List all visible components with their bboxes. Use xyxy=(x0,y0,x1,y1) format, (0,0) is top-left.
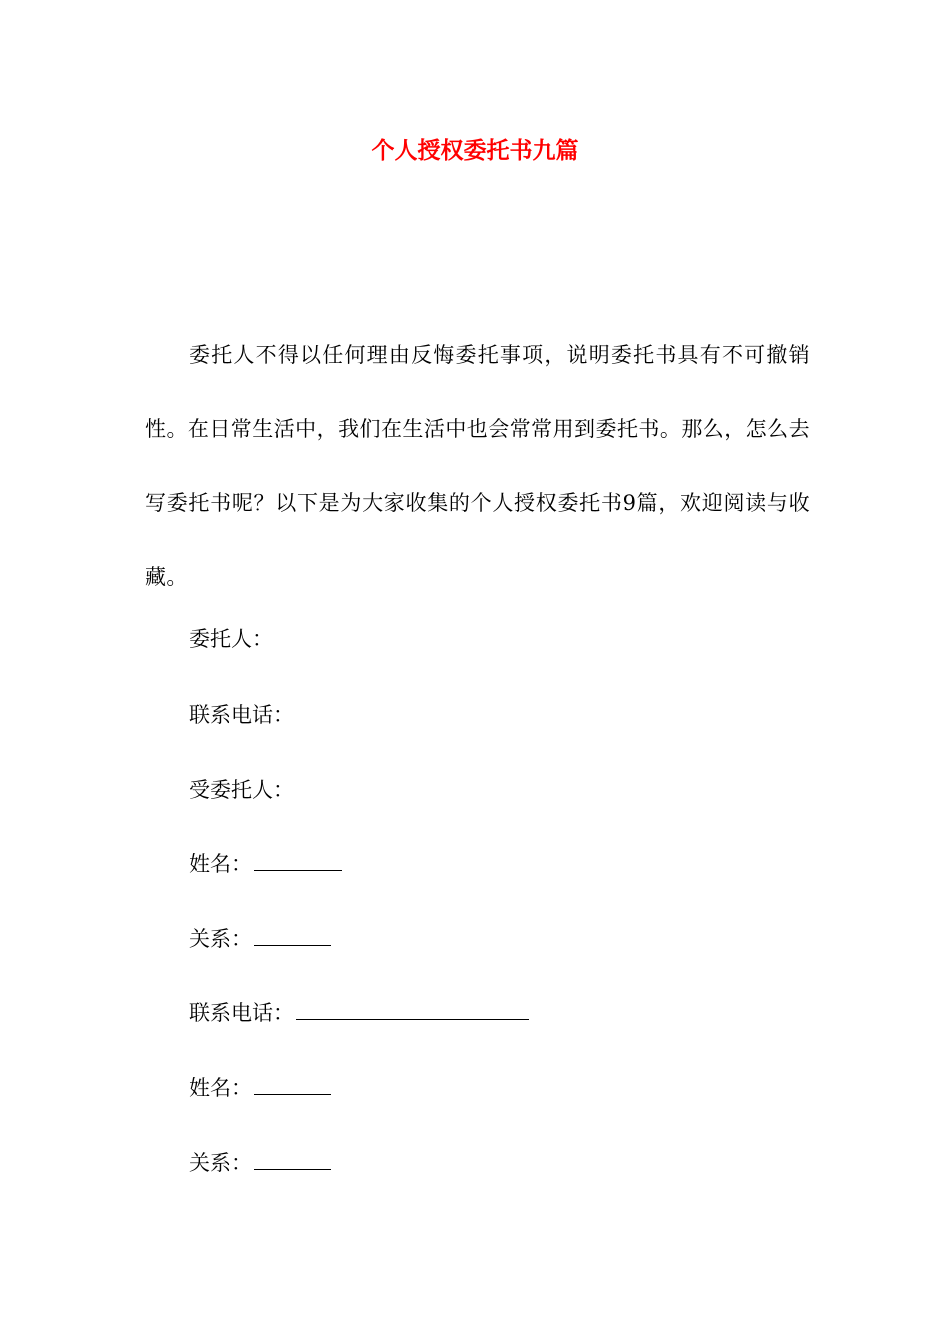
agent-label: 受委托人： xyxy=(189,778,294,802)
name-field-2 xyxy=(189,1073,331,1103)
name-label-2: 姓名： xyxy=(189,1076,252,1100)
relation-field-1 xyxy=(189,924,331,954)
name-field-1 xyxy=(189,849,342,879)
phone-blank-2[interactable] xyxy=(296,999,529,1020)
principal-phone-label: 联系电话： xyxy=(189,703,294,727)
relation-blank-2[interactable] xyxy=(254,1149,331,1170)
relation-blank-1[interactable] xyxy=(254,925,331,946)
intro-paragraph: 委托人不得以任何理由反悔委托事项，说明委托书具有不可撤销性。在日常生活中，我们在生活中也会常常用到委托书。那么，怎么去写委托书呢？以下是为大家收集的个人授权委托书9篇，欢迎阅读与收藏。 xyxy=(145,343,810,589)
name-label-1: 姓名： xyxy=(189,852,252,876)
phone-label-2: 联系电话： xyxy=(189,1001,294,1025)
relation-label-2: 关系： xyxy=(189,1151,252,1175)
relation-field-2 xyxy=(189,1148,331,1178)
relation-label-1: 关系： xyxy=(189,927,252,951)
principal-label: 委托人： xyxy=(189,627,273,651)
phone-field-2 xyxy=(189,998,529,1028)
name-blank-2[interactable] xyxy=(254,1074,331,1095)
name-blank-1[interactable] xyxy=(254,850,342,871)
document-title: 个人授权委托书九篇 xyxy=(371,137,579,164)
